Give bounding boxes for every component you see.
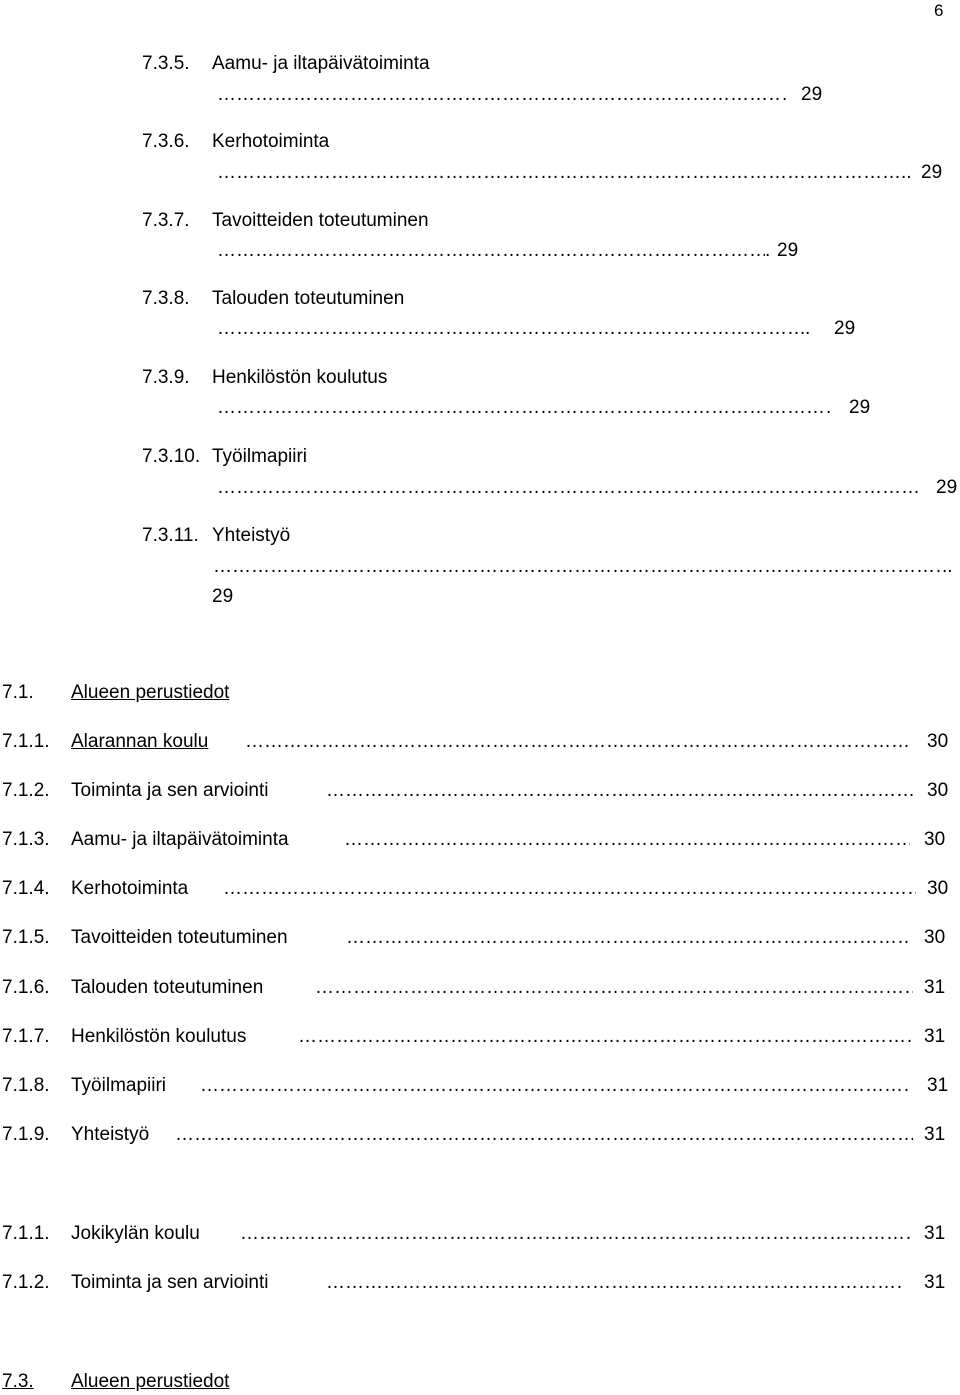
dot-leader (223, 878, 916, 900)
entry-number: 7.1.1. (2, 1223, 50, 1244)
dot-leader (346, 927, 910, 949)
dot-leader (200, 1075, 908, 1097)
dot-leader (217, 318, 805, 340)
entry-title: Tavoitteiden toteutuminen (212, 210, 429, 231)
entry-title: Työilmapiiri (71, 1075, 167, 1096)
entry-number: 7.1.4. (2, 878, 50, 899)
entry-trail: . (826, 397, 832, 418)
entry-number: 7.1.7. (2, 1026, 50, 1047)
entry-title: Henkilöstön koulutus (212, 367, 388, 388)
entry-page: 30 (927, 878, 949, 899)
entry-title: Työilmapiiri (212, 446, 308, 467)
entry-title: Aamu- ja iltapäivätoiminta (212, 53, 430, 74)
entry-trail: .. (901, 162, 912, 183)
entry-number: 7.1.1. (2, 731, 50, 752)
entry-page: 29 (801, 84, 823, 105)
entry-trail: .. (942, 556, 953, 577)
entry-number: 7.3.7. (142, 210, 190, 231)
entry-number: 7.3.8. (142, 288, 190, 309)
entry-title: Yhteistyö (71, 1124, 150, 1145)
entry-number: 7.3.6. (142, 131, 190, 152)
entry-page: 31 (924, 1223, 946, 1244)
entry-number: 7.1.9. (2, 1124, 50, 1145)
entry-page: 30 (927, 780, 949, 801)
dot-leader (217, 477, 921, 499)
entry-page: 31 (924, 977, 946, 998)
entry-number: 7.1.2. (2, 780, 50, 801)
entry-page: 30 (927, 731, 949, 752)
entry-title: Alarannan koulu (71, 731, 209, 752)
dot-leader (245, 731, 911, 753)
entry-number: 7.1. (2, 682, 34, 703)
dot-leader (213, 556, 942, 578)
dot-leader (217, 240, 765, 262)
entry-title: Henkilöstön koulutus (71, 1026, 247, 1047)
entry-title: Alueen perustiedot (71, 1371, 230, 1392)
entry-number: 7.1.3. (2, 829, 50, 850)
dot-leader (315, 977, 913, 999)
dot-leader (326, 1272, 904, 1294)
entry-page: 30 (924, 829, 946, 850)
entry-title: Yhteistyö (212, 525, 291, 546)
entry-number: 7.3.5. (142, 53, 190, 74)
entry-page: 29 (921, 162, 943, 183)
entry-trail: . (782, 84, 788, 105)
entry-page: 31 (924, 1026, 946, 1047)
entry-page: 29 (849, 397, 871, 418)
entry-trail: . (765, 240, 771, 261)
dot-leader (240, 1223, 910, 1245)
dot-leader (298, 1026, 913, 1048)
entry-number: 7.3.9. (142, 367, 190, 388)
dot-leader (175, 1124, 913, 1146)
entry-page: 29 (834, 318, 856, 339)
dot-leader (217, 162, 901, 184)
entry-number: 7.3. (2, 1371, 34, 1392)
entry-title: Kerhotoiminta (71, 878, 189, 899)
entry-page: 29 (777, 240, 799, 261)
dot-leader (217, 397, 826, 419)
entry-title: Kerhotoiminta (212, 131, 330, 152)
page-number: 6 (934, 1, 944, 20)
entry-title: Toiminta ja sen arviointi (71, 1272, 269, 1293)
entry-title: Talouden toteutuminen (71, 977, 264, 998)
entry-number: 7.1.5. (2, 927, 50, 948)
entry-number: 7.3.10. (142, 446, 201, 467)
dot-leader (344, 829, 910, 851)
entry-title: Aamu- ja iltapäivätoiminta (71, 829, 289, 850)
entry-number: 7.1.6. (2, 977, 50, 998)
entry-page: 29 (212, 586, 234, 607)
entry-page: 30 (924, 927, 946, 948)
entry-title: Alueen perustiedot (71, 682, 230, 703)
entry-page: 31 (927, 1075, 949, 1096)
entry-page: 29 (936, 477, 958, 498)
entry-number: 7.1.2. (2, 1272, 50, 1293)
dot-leader (217, 84, 782, 106)
dot-leader (326, 780, 913, 802)
entry-trail: . (805, 318, 811, 339)
entry-page: 31 (924, 1272, 946, 1293)
entry-title: Talouden toteutuminen (212, 288, 405, 309)
entry-page: 31 (924, 1124, 946, 1145)
entry-title: Tavoitteiden toteutuminen (71, 927, 288, 948)
entry-number: 7.1.8. (2, 1075, 50, 1096)
entry-number: 7.3.11. (142, 525, 199, 546)
entry-title: Jokikylän koulu (71, 1223, 200, 1244)
entry-title: Toiminta ja sen arviointi (71, 780, 269, 801)
